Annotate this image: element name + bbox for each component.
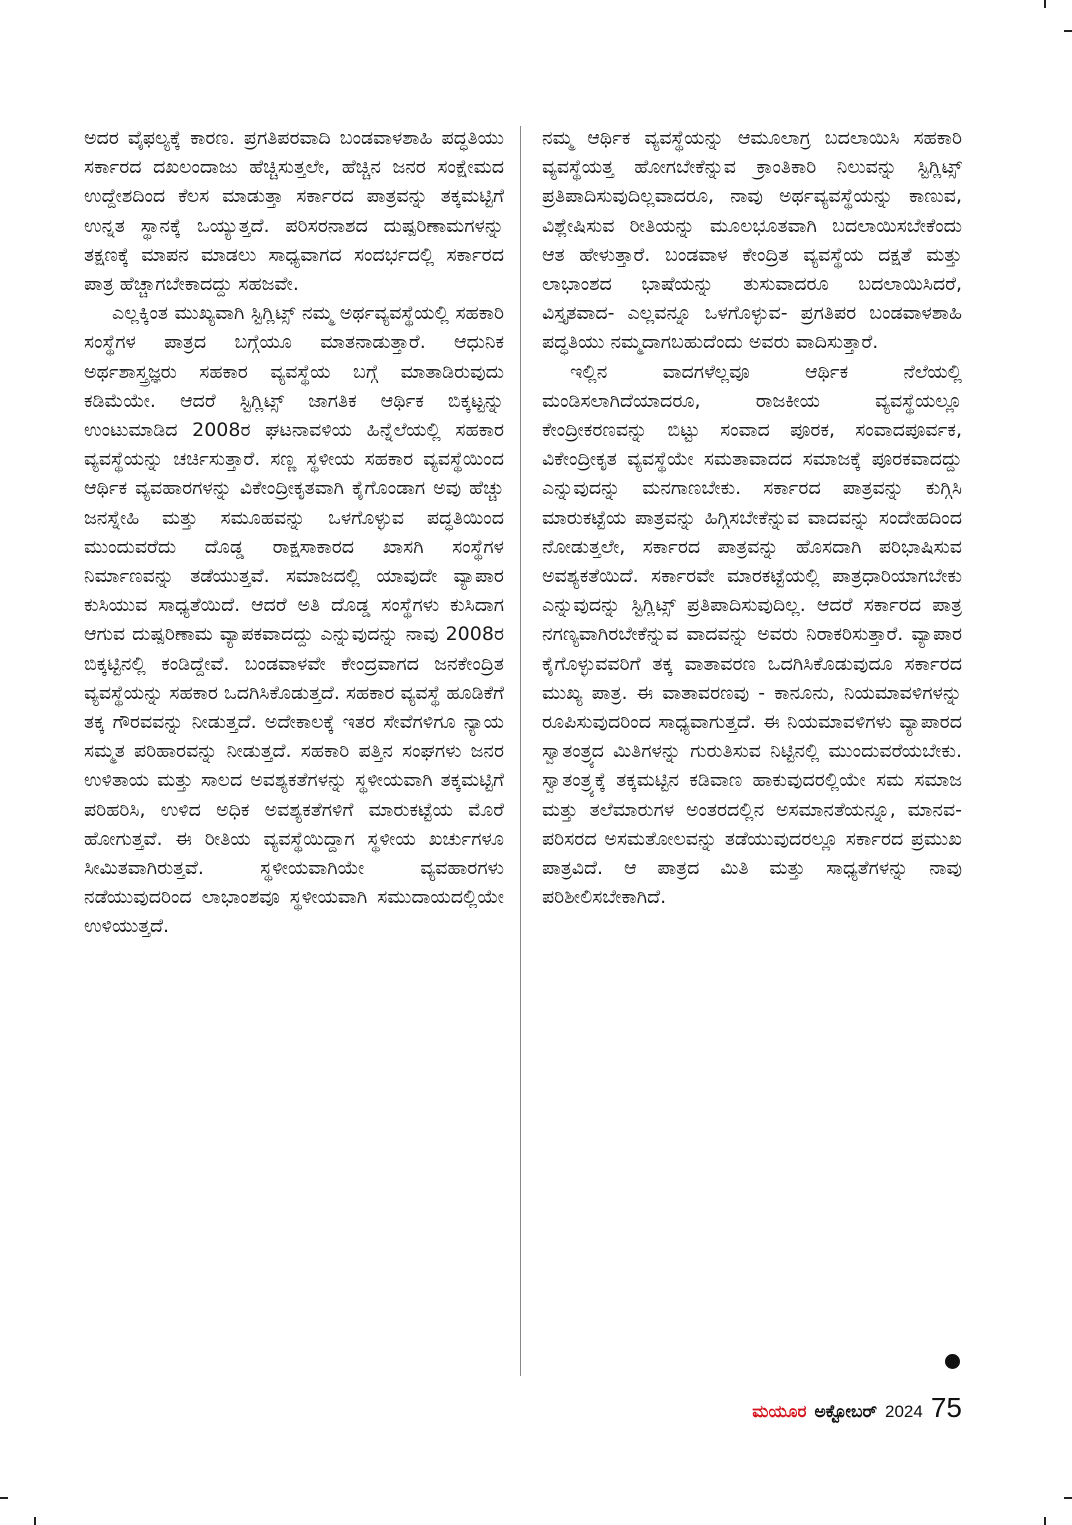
end-of-article-icon <box>945 1354 960 1369</box>
issue-year: 2024 <box>885 1402 923 1421</box>
crop-mark-top-right <box>1044 0 1046 8</box>
paragraph: ಇಲ್ಲಿನ ವಾದಗಳೆಲ್ಲವೂ ಆರ್ಥಿಕ ನೆಲೆಯಲ್ಲಿ ಮಂಡಿಸಲಾಗಿದೆಯಾದರೂ, ರಾಜಕೀಯ ವ್ಯವಸ್ಥೆಯಲ್ಲೂ ಕೇಂದ್ರೀಕರಣವನ್ನು ಬಿಟ್ಟು ಸಂವಾದ ಪೂರಕ, ಸಂವಾದಪೂರ್ವಕ, ವಿಕೇಂದ್ರೀಕೃತ ವ್ಯವಸ್ಥೆಯೇ ಸಮತಾವಾದದ ಸಮಾಜಕ್ಕೆ ಪೂರಕವಾದದ್ದು ಎನ್ನುವುದನ್ನು ಮನಗಾಣಬೇಕು. ಸರ್ಕಾರದ ಪಾತ್ರವನ್ನು ಕುಗ್ಗಿಸಿ ಮಾರುಕಟ್ಟೆಯ ಪಾತ್ರವನ್ನು ಹಿಗ್ಗಿಸಬೇಕೆನ್ನುವ ವಾದವನ್ನು ಸಂದೇಹದಿಂದ ನೋಡುತ್ತಲೇ, ಸರ್ಕಾರದ ಪಾತ್ರವನ್ನು ಹೊಸದಾಗಿ ಪರಿಭಾಷಿಸುವ ಅವಶ್ಯಕತೆಯಿದೆ. ಸರ್ಕಾರವೇ ಮಾರಕಟ್ಟೆಯಲ್ಲಿ ಪಾತ್ರಧಾರಿಯಾಗಬೇಕು ಎನ್ನುವುದನ್ನು ಸ್ಟಿಗ್ಲಿಟ್ಸ್ ಪ್ರತಿಪಾದಿಸುವುದಿಲ್ಲ. ಆದರೆ ಸರ್ಕಾರದ ಪಾತ್ರ ನಗಣ್ಯವಾಗಿರಬೇಕೆನ್ನುವ ವಾದವನ್ನು ಅವರು ನಿರಾಕರಿಸುತ್ತಾರೆ. ವ್ಯಾಪಾರ ಕೈಗೊಳ್ಳುವವರಿಗೆ ತಕ್ಕ ವಾತಾವರಣ ಒದಗಿಸಿಕೊಡುವುದೂ ಸರ್ಕಾರದ ಮುಖ್ಯ ಪಾತ್ರ. ಈ ವಾತಾವರಣವು - ಕಾನೂನು, ನಿಯಮಾವಳಿಗಳನ್ನು ರೂಪಿಸುವುದರಿಂದ ಸಾಧ್ಯವಾಗುತ್ತದೆ. ಈ ನಿಯಮಾವಳಿಗಳು ವ್ಯಾಪಾರದ ಸ್ವಾತಂತ್ರ್ಯದ ಮಿತಿಗಳನ್ನು ಗುರುತಿಸುವ ನಿಟ್ಟಿನಲ್ಲಿ ಮುಂದುವರೆಯಬೇಕು. ಸ್ವಾತಂತ್ರ್ಯಕ್ಕೆ ತಕ್ಕಮಟ್ಟಿನ ಕಡಿವಾಣ ಹಾಕುವುದರಲ್ಲಿಯೇ ಸಮ ಸಮಾಜ ಮತ್ತು ತಲೆಮಾರುಗಳ ಅಂತರದಲ್ಲಿನ ಅಸಮಾನತೆಯನ್ನೂ, ಮಾನವ-ಪರಿಸರದ ಅಸಮತೋಲವನ್ನು ತಡೆಯುವುದರಲ್ಲೂ ಸರ್ಕಾರದ ಪ್ರಮುಖ ಪಾತ್ರವಿದೆ. ಆ ಪಾತ್ರದ ಮಿತಿ ಮತ್ತು ಸಾಧ್ಯತೆಗಳನ್ನು ನಾವು ಪರಿಶೀಲಿಸಬೇಕಾಗಿದೆ. <box>542 360 962 909</box>
crop-mark-left-bottom <box>0 1497 8 1499</box>
crop-mark-bottom-right <box>1044 1517 1046 1525</box>
page-number: 75 <box>930 1392 962 1423</box>
crop-mark-right-top <box>1064 30 1072 32</box>
paragraph: ಅದರ ವೈಫಲ್ಯಕ್ಕೆ ಕಾರಣ. ಪ್ರಗತಿಪರವಾದಿ ಬಂಡವಾಳಶಾಹಿ ಪದ್ಧತಿಯು ಸರ್ಕಾರದ ದಖಲಂದಾಜು ಹೆಚ್ಚಿಸುತ್ತಲೇ, ಹೆಚ್ಚಿನ ಜನರ ಸಂಕ್ಷೇಮದ ಉದ್ದೇಶದಿಂದ ಕೆಲಸ ಮಾಡುತ್ತಾ ಸರ್ಕಾರದ ಪಾತ್ರವನ್ನು ತಕ್ಕಮಟ್ಟಿಗೆ ಉನ್ನತ ಸ್ಥಾನಕ್ಕೆ ಒಯ್ಯುತ್ತದೆ. ಪರಿಸರನಾಶದ ದುಷ್ಪರಿಣಾಮಗಳನ್ನು ತಕ್ಷಣಕ್ಕೆ ಮಾಪನ ಮಾಡಲು ಸಾಧ್ಯವಾಗದ ಸಂದರ್ಭದಲ್ಲಿ ಸರ್ಕಾರದ ಪಾತ್ರ ಹೆಚ್ಚಾಗಬೇಕಾದದ್ದು ಸಹಜವೇ. <box>84 127 504 296</box>
page-footer <box>752 1392 962 1424</box>
issue-month: ಅಕ್ಟೋಬರ್ <box>814 1402 878 1422</box>
magazine-name: ಮಯೂರ <box>752 1402 807 1422</box>
crop-mark-bottom-left <box>34 1517 36 1525</box>
column-divider <box>520 126 521 1376</box>
article-column-left <box>84 124 504 942</box>
article-column-right <box>542 124 962 912</box>
crop-mark-right-bottom <box>1064 1497 1072 1499</box>
paragraph: ನಮ್ಮ ಆರ್ಥಿಕ ವ್ಯವಸ್ಥೆಯನ್ನು ಆಮೂಲಾಗ್ರ ಬದಲಾಯಿಸಿ ಸಹಕಾರಿ ವ್ಯವಸ್ಥೆಯತ್ತ ಹೋಗಬೇಕೆನ್ನುವ ಕ್ರಾಂತಿಕಾರಿ ನಿಲುವನ್ನು ಸ್ಟಿಗ್ಲಿಟ್ಸ್ ಪ್ರತಿಪಾದಿಸುವುದಿಲ್ಲವಾದರೂ, ನಾವು ಅರ್ಥವ್ಯವಸ್ಥೆಯನ್ನು ಕಾಣುವ, ವಿಶ್ಲೇಷಿಸುವ ರೀತಿಯನ್ನು ಮೂಲಭೂತವಾಗಿ ಬದಲಾಯಿಸಬೇಕೆಂದು ಆತ ಹೇಳುತ್ತಾರೆ. ಬಂಡವಾಳ ಕೇಂದ್ರಿತ ವ್ಯವಸ್ಥೆಯ ದಕ್ಷತೆ ಮತ್ತು ಲಾಭಾಂಶದ ಭಾಷೆಯನ್ನು ತುಸುವಾದರೂ ಬದಲಾಯಿಸಿದರೆ, ವಿಸ್ತೃತವಾದ- ಎಲ್ಲವನ್ನೂ ಒಳಗೊಳ್ಳುವ- ಪ್ರಗತಿಪರ ಬಂಡವಾಳಶಾಹಿ ಪದ್ಧತಿಯು ನಮ್ಮದಾಗಬಹುದೆಂದು ಅವರು ವಾದಿಸುತ್ತಾರೆ. <box>542 127 962 354</box>
paragraph: ಎಲ್ಲಕ್ಕಿಂತ ಮುಖ್ಯವಾಗಿ ಸ್ಟಿಗ್ಲಿಟ್ಸ್ ನಮ್ಮ ಅರ್ಥವ್ಯವಸ್ಥೆಯಲ್ಲಿ ಸಹಕಾರಿ ಸಂಸ್ಥೆಗಳ ಪಾತ್ರದ ಬಗ್ಗೆಯೂ ಮಾತನಾಡುತ್ತಾರೆ. ಆಧುನಿಕ ಅರ್ಥಶಾಸ್ತ್ರಜ್ಞರು ಸಹಕಾರ ವ್ಯವಸ್ಥೆಯ ಬಗ್ಗೆ ಮಾತಾಡಿರುವುದು ಕಡಿಮೆಯೇ. ಆದರೆ ಸ್ಟಿಗ್ಲಿಟ್ಸ್ ಜಾಗತಿಕ ಆರ್ಥಿಕ ಬಿಕ್ಕಟ್ಟನ್ನು ಉಂಟುಮಾಡಿದ 2008ರ ಘಟನಾವಳಿಯ ಹಿನ್ನೆಲೆಯಲ್ಲಿ ಸಹಕಾರ ವ್ಯವಸ್ಥೆಯನ್ನು ಚರ್ಚಿಸುತ್ತಾರೆ. ಸಣ್ಣ ಸ್ಥಳೀಯ ಸಹಕಾರ ವ್ಯವಸ್ಥೆಯಿಂದ ಆರ್ಥಿಕ ವ್ಯವಹಾರಗಳನ್ನು ವಿಕೇಂದ್ರೀಕೃತವಾಗಿ ಕೈಗೊಂಡಾಗ ಅವು ಹೆಚ್ಚು ಜನಸ್ನೇಹಿ ಮತ್ತು ಸಮೂಹವನ್ನು ಒಳಗೊಳ್ಳುವ ಪದ್ಧತಿಯಿಂದ ಮುಂದುವರೆದು ದೊಡ್ಡ ರಾಕ್ಷಸಾಕಾರದ ಖಾಸಗಿ ಸಂಸ್ಥೆಗಳ ನಿರ್ಮಾಣವನ್ನು ತಡೆಯುತ್ತವೆ. ಸಮಾಜದಲ್ಲಿ ಯಾವುದೇ ವ್ಯಾಪಾರ ಕುಸಿಯುವ ಸಾಧ್ಯತೆಯಿದೆ. ಆದರೆ ಅತಿ ದೊಡ್ಡ ಸಂಸ್ಥೆಗಳು ಕುಸಿದಾಗ ಆಗುವ ದುಷ್ಪರಿಣಾಮ ವ್ಯಾಪಕವಾದದ್ದು ಎನ್ನುವುದನ್ನು ನಾವು 2008ರ ಬಿಕ್ಕಟ್ಟಿನಲ್ಲಿ ಕಂಡಿದ್ದೇವೆ. ಬಂಡವಾಳವೇ ಕೇಂದ್ರವಾಗದ ಜನಕೇಂದ್ರಿತ ವ್ಯವಸ್ಥೆಯನ್ನು ಸಹಕಾರ ಒದಗಿಸಿಕೊಡುತ್ತದೆ. ಸಹಕಾರ ವ್ಯವಸ್ಥೆ ಹೂಡಿಕೆಗೆ ತಕ್ಕ ಗೌರವವನ್ನು ನೀಡುತ್ತದೆ. ಅದೇಕಾಲಕ್ಕೆ ಇತರ ಸೇವೆಗಳಿಗೂ ನ್ಯಾಯ ಸಮ್ಮತ ಪರಿಹಾರವನ್ನು ನೀಡುತ್ತದೆ. ಸಹಕಾರಿ ಪತ್ತಿನ ಸಂಘಗಳು ಜನರ ಉಳಿತಾಯ ಮತ್ತು ಸಾಲದ ಅವಶ್ಯಕತೆಗಳನ್ನು ಸ್ಥಳೀಯವಾಗಿ ತಕ್ಕಮಟ್ಟಿಗೆ ಪರಿಹರಿಸಿ, ಉಳಿದ ಅಧಿಕ ಅವಶ್ಯಕತೆಗಳಿಗೆ ಮಾರುಕಟ್ಟೆಯ ಮೊರೆ ಹೋಗುತ್ತವೆ. ಈ ರೀತಿಯ ವ್ಯವಸ್ಥೆಯಿದ್ದಾಗ ಸ್ಥಳೀಯ ಖರ್ಚುಗಳೂ ಸೀಮಿತವಾಗಿರುತ್ತವೆ. ಸ್ಥಳೀಯವಾಗಿಯೇ ವ್ಯವಹಾರಗಳು ನಡೆಯುವುದರಿಂದ ಲಾಭಾಂಶವೂ ಸ್ಥಳೀಯವಾಗಿ ಸಮುದಾಯದಲ್ಲಿಯೇ ಉಳಿಯುತ್ತದೆ. <box>84 302 504 938</box>
